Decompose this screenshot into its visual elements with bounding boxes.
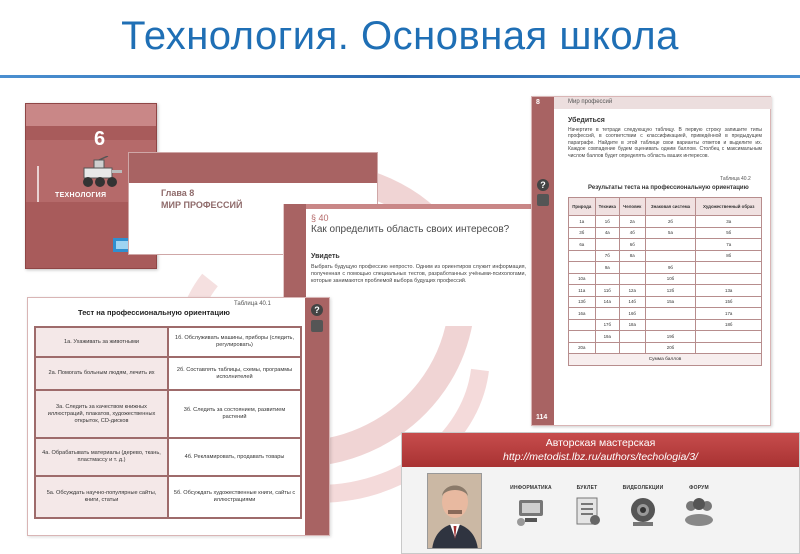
computer-icon bbox=[513, 494, 549, 528]
chapter-band bbox=[129, 153, 377, 183]
results-table-title: Результаты теста на профессиональную ориентацию bbox=[588, 185, 749, 191]
workshop-title: Авторская мастерская bbox=[545, 437, 656, 449]
table-cell bbox=[645, 319, 696, 331]
table-cell bbox=[619, 342, 645, 354]
table-cell: 4б. Рекламировать, продавать товары bbox=[168, 438, 301, 476]
table-row bbox=[569, 227, 762, 239]
cover-grade: 6 bbox=[94, 128, 106, 150]
table-cell: 20б bbox=[645, 342, 696, 354]
table-cell: 3б bbox=[569, 227, 596, 239]
table-cell bbox=[645, 250, 696, 262]
table-cell: 1а bbox=[569, 216, 596, 228]
table-cell: 11б bbox=[595, 285, 619, 297]
results-table bbox=[568, 197, 762, 366]
column-header: Природа bbox=[569, 198, 596, 216]
author-workshop-panel bbox=[401, 432, 800, 554]
table-cell: 9а bbox=[595, 262, 619, 274]
table-cell bbox=[595, 273, 619, 285]
table-cell: 11а bbox=[569, 285, 596, 297]
table-cell: 10а bbox=[569, 273, 596, 285]
tile-label: ИНФОРМАТИКА bbox=[510, 485, 552, 491]
tile-label: БУКЛЕТ bbox=[576, 485, 598, 491]
table-cell: 13б bbox=[569, 296, 596, 308]
total-label: Сумма баллов bbox=[569, 354, 762, 366]
title-divider bbox=[0, 75, 800, 78]
table-cell: 3а. Следить за качеством книжных иллюстраций, плакатов, художественных открыток, CD-дисков bbox=[35, 390, 168, 438]
table-cell: 1б bbox=[595, 216, 619, 228]
table-cell: 19а bbox=[595, 331, 619, 343]
table-cell: 5а. Обсуждать научно-популярные сайты, книги, статьи bbox=[35, 476, 168, 518]
table-cell bbox=[595, 239, 619, 251]
table-cell bbox=[696, 342, 762, 354]
pencil-icon bbox=[537, 194, 549, 206]
cover-top-band bbox=[26, 104, 156, 126]
video-camera-icon bbox=[625, 494, 661, 528]
table-header-row bbox=[569, 198, 762, 216]
column-header: Художественный образ bbox=[696, 198, 762, 216]
results-page-band bbox=[532, 97, 554, 425]
forum-people-icon bbox=[681, 494, 717, 528]
table-cell bbox=[569, 250, 596, 262]
page-number: 8 bbox=[536, 99, 540, 106]
table-row bbox=[569, 273, 762, 285]
table-cell: 18б bbox=[696, 319, 762, 331]
test-table-caption: Таблица 40.1 bbox=[234, 301, 271, 307]
results-table-body bbox=[569, 216, 762, 354]
table-cell bbox=[619, 331, 645, 343]
total-row bbox=[569, 354, 762, 366]
results-body: Начертите в тетради следующую таблицу. В первую строку запишите типы профессий, в соответствии с классификацией, приведённой в предыдущем параграфе. Найдите в этой таблице свои варианты ответов и выделите их. Каждое совпадение будем оценивать одним баллом. Столбец с максимальным числом баллов будет определять область ваших интересов. bbox=[568, 127, 762, 159]
table-cell: 14б bbox=[619, 296, 645, 308]
table-cell: 17б bbox=[595, 319, 619, 331]
table-cell: 14а bbox=[595, 296, 619, 308]
table-row bbox=[569, 262, 762, 274]
slide-title: Технология. Основная школа bbox=[121, 14, 679, 58]
table-row bbox=[569, 296, 762, 308]
table-cell: 4б bbox=[619, 227, 645, 239]
table-cell bbox=[645, 308, 696, 320]
table-row bbox=[569, 308, 762, 320]
table-row bbox=[35, 476, 301, 518]
column-header: Знаковая система bbox=[645, 198, 696, 216]
section-number: § 40 bbox=[311, 213, 329, 223]
table-cell: 1б. Обслуживать машины, приборы (следить, регулировать) bbox=[168, 327, 301, 357]
chapter-name: МИР ПРОФЕССИЙ bbox=[161, 200, 243, 210]
table-cell: 8б bbox=[696, 250, 762, 262]
table-cell: 17а bbox=[696, 308, 762, 320]
table-cell: 15б bbox=[696, 296, 762, 308]
table-row bbox=[35, 327, 301, 357]
table-cell: 4а. Обрабатывать материалы (дерево, ткань, пластмассу и т. д.) bbox=[35, 438, 168, 476]
workshop-header bbox=[402, 433, 799, 467]
table-cell bbox=[569, 319, 596, 331]
table-cell: 1а. Ухаживать за животными bbox=[35, 327, 168, 357]
test-page-band bbox=[305, 298, 329, 535]
table-cell bbox=[619, 262, 645, 274]
table-cell: 6а bbox=[569, 239, 596, 251]
robot-icon bbox=[78, 156, 124, 188]
table-cell: 12б bbox=[645, 285, 696, 297]
table-cell bbox=[696, 262, 762, 274]
table-cell: 15а bbox=[645, 296, 696, 308]
table-cell bbox=[645, 239, 696, 251]
table-cell: 7а bbox=[696, 239, 762, 251]
column-header: Техника bbox=[595, 198, 619, 216]
table-cell: 3а bbox=[696, 216, 762, 228]
test-table-title: Тест на профессиональную ориентацию bbox=[78, 308, 230, 317]
column-header: Человек bbox=[619, 198, 645, 216]
table-cell: 2б bbox=[645, 216, 696, 228]
tile-label: ВИДЕОЛЕКЦИИ bbox=[622, 485, 664, 491]
table-cell: 5б. Обсуждать художественные книги, сайты с иллюстрациями bbox=[168, 476, 301, 518]
forum-tile[interactable] bbox=[677, 485, 721, 537]
table-cell: 19б bbox=[645, 331, 696, 343]
table-cell: 20а bbox=[569, 342, 596, 354]
table-cell: 3б. Следить за состоянием, развитием растений bbox=[168, 390, 301, 438]
section-subheading: Увидеть bbox=[311, 253, 340, 260]
cover-title: ТЕХНОЛОГИЯ bbox=[55, 192, 107, 199]
video-lectures-tile[interactable] bbox=[621, 485, 665, 537]
table-cell: 6б bbox=[619, 239, 645, 251]
tile-label: ФОРУМ bbox=[689, 485, 709, 491]
table-cell bbox=[696, 331, 762, 343]
chapter-heading: Глава 8 bbox=[161, 188, 195, 198]
table-row bbox=[35, 438, 301, 476]
table-row bbox=[569, 216, 762, 228]
results-page bbox=[531, 96, 771, 426]
results-table-caption: Таблица 40.2 bbox=[720, 176, 751, 182]
table-cell: 9б bbox=[645, 262, 696, 274]
test-table-page bbox=[27, 297, 330, 536]
table-row bbox=[35, 357, 301, 390]
table-cell bbox=[696, 273, 762, 285]
question-icon: ? bbox=[537, 179, 549, 191]
footer-page-number: 114 bbox=[536, 414, 548, 421]
author-photo bbox=[427, 473, 482, 549]
test-table bbox=[34, 326, 302, 519]
pencil-icon bbox=[311, 320, 323, 332]
table-row bbox=[569, 319, 762, 331]
table-cell: 18а bbox=[619, 319, 645, 331]
table-cell bbox=[595, 308, 619, 320]
table-cell: 16а bbox=[569, 308, 596, 320]
question-icon: ? bbox=[311, 304, 323, 316]
informatics-tile[interactable] bbox=[509, 485, 553, 537]
table-row bbox=[569, 285, 762, 297]
table-cell bbox=[569, 331, 596, 343]
table-cell: 2а. Помогать больным людям, лечить их bbox=[35, 357, 168, 390]
section-body: Выбрать будущую профессию непросто. Одним из ориентиров служит информация, полученная с помощью специальных тестов, разработанных учёными-психологами, которые занимаются проблемой выбора будущих профессий. bbox=[311, 264, 526, 284]
table-cell: 12а bbox=[619, 285, 645, 297]
workshop-link[interactable]: http://metodist.lbz.ru/authors/techologia/3/ bbox=[503, 451, 698, 463]
table-cell: 5б bbox=[696, 227, 762, 239]
table-row bbox=[569, 331, 762, 343]
table-cell: 2а bbox=[619, 216, 645, 228]
table-cell bbox=[619, 273, 645, 285]
table-cell: 13а bbox=[696, 285, 762, 297]
table-cell: 5а bbox=[645, 227, 696, 239]
table-row bbox=[35, 390, 301, 438]
table-cell bbox=[595, 342, 619, 354]
cover-side-text bbox=[35, 166, 41, 202]
table-row bbox=[569, 239, 762, 251]
table-row bbox=[569, 342, 762, 354]
results-heading: Убедиться bbox=[568, 117, 605, 124]
table-cell: 16б bbox=[619, 308, 645, 320]
table-cell: 2б. Составлять таблицы, схемы, программы исполнителей bbox=[168, 357, 301, 390]
table-cell: 4а bbox=[595, 227, 619, 239]
author-portrait-icon bbox=[428, 474, 482, 549]
section-band bbox=[304, 204, 534, 209]
booklet-icon bbox=[569, 494, 605, 528]
table-row bbox=[569, 250, 762, 262]
running-header: Мир профессий bbox=[568, 99, 613, 105]
section-title: Как определить область своих интересов? bbox=[311, 224, 510, 235]
table-cell: 10б bbox=[645, 273, 696, 285]
table-cell: 8а bbox=[619, 250, 645, 262]
table-cell bbox=[569, 262, 596, 274]
booklet-tile[interactable] bbox=[565, 485, 609, 537]
table-cell: 7б bbox=[595, 250, 619, 262]
